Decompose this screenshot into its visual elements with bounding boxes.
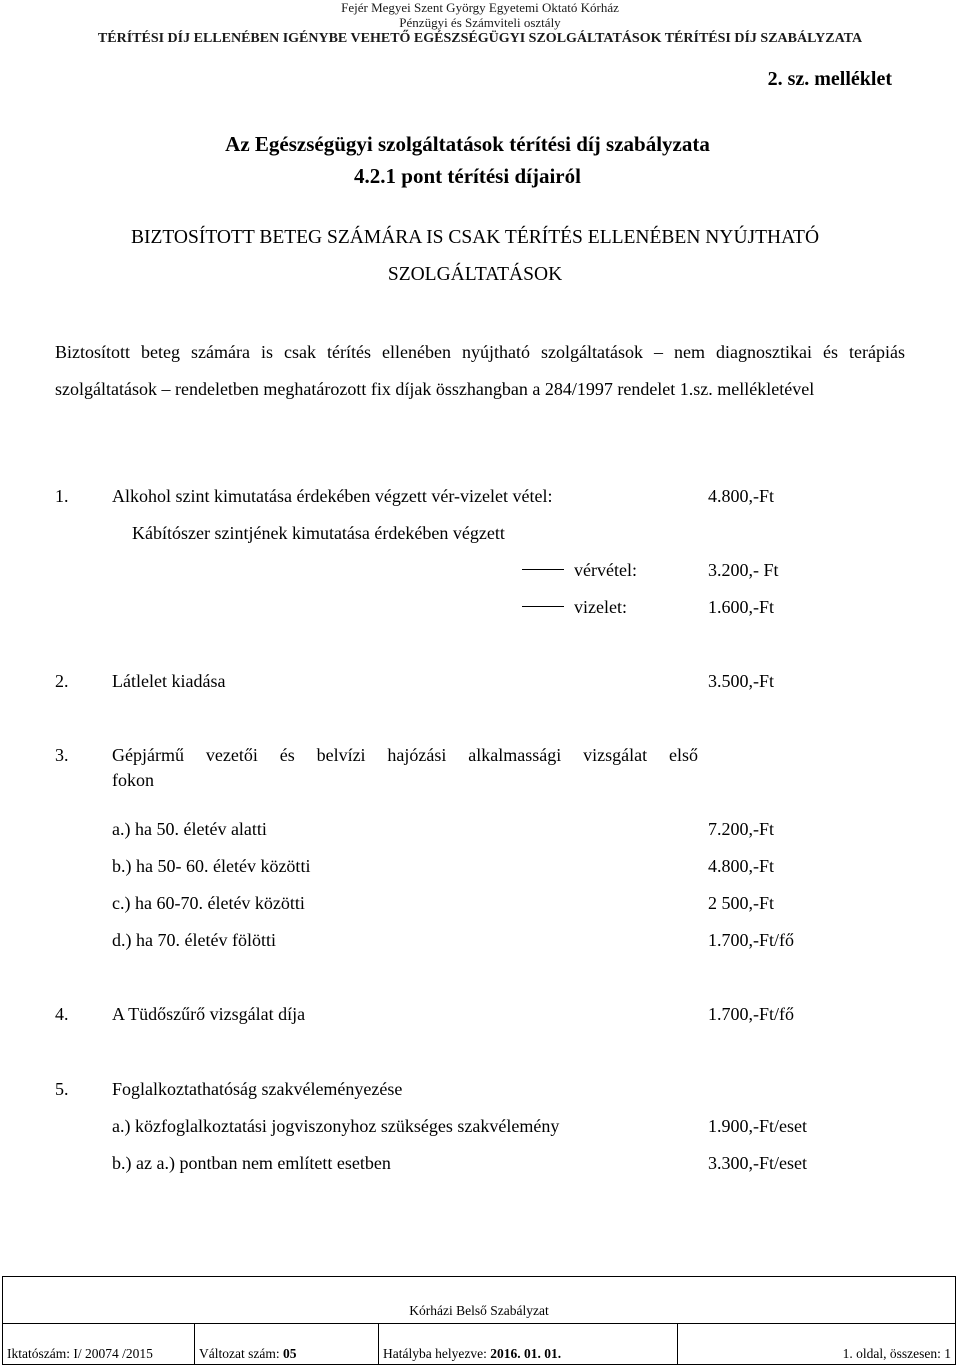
item-number: 2. <box>55 671 69 691</box>
header-department: Pénzügyi és Számviteli osztály <box>399 15 561 30</box>
dash-mark <box>522 569 564 570</box>
header-regulation: TÉRÍTÉSI DÍJ ELLENÉBEN IGÉNYBE VEHETŐ EGÉSZSÉGÜGYI SZOLGÁLTATÁSOK TÉRÍTÉSI DÍJ SZABÁLYZATA <box>97 31 863 46</box>
document-title: Az Egészségügyi szolgáltatások térítési díj szabályzata <box>225 132 710 156</box>
item-label: Látlelet kiadása <box>112 671 226 691</box>
section-heading: BIZTOSÍTOTT BETEG SZÁMÁRA IS CSAK TÉRÍTÉS ELLENÉBEN NYÚJTHATÓ <box>130 227 820 248</box>
sub-item-label: d.) ha 70. életév fölötti <box>112 930 276 950</box>
sub-item-price: 1.600,-Ft <box>708 597 775 617</box>
item-label-line2: fokon <box>112 770 154 790</box>
item-price: 1.700,-Ft/fő <box>708 1004 795 1024</box>
sub-item-price: 1.700,-Ft/fő <box>708 930 795 950</box>
item-price: 3.500,-Ft <box>708 671 775 691</box>
sub-item-label: a.) közfoglalkoztatási jogviszonyhoz szükséges szakvélemény <box>112 1116 560 1136</box>
section-heading-line2: SZOLGÁLTATÁSOK <box>387 264 563 285</box>
header-institution: Fejér Megyei Szent György Egyetemi Oktató Kórház <box>341 0 619 15</box>
footer-version <box>195 1324 379 1365</box>
footer-version-label: Változat szám: <box>199 1346 283 1361</box>
sub-item <box>522 560 637 581</box>
sub-item-price: 7.200,-Ft <box>708 819 775 839</box>
item-number: 3. <box>55 745 69 765</box>
intro-paragraph: Biztosított beteg számára is csak térítés ellenében nyújtható szolgáltatások – nem diagnosztikai és terápiás szolgáltatások – rendeletben meghatározott fix díjak összhangban a 284/1997 rendelet 1.sz. mellékletével <box>55 342 905 399</box>
footer-table <box>2 1276 956 1365</box>
item-label: Alkohol szint kimutatása érdekében végzett vér-vizelet vétel: <box>112 486 553 506</box>
item-number: 5. <box>55 1079 69 1099</box>
footer-effective-date <box>379 1324 678 1365</box>
footer-effective-label: Hatályba helyezve: <box>383 1346 491 1361</box>
footer-effective-value: 2016. 01. 01. <box>490 1346 562 1361</box>
sub-item-price: 4.800,-Ft <box>708 856 775 876</box>
footer-reg-number: Iktatószám: I/ 20074 /2015 <box>3 1324 195 1365</box>
sub-item-price: 1.900,-Ft/eset <box>708 1116 807 1136</box>
sub-item-label: vizelet: <box>574 597 627 617</box>
dash-mark <box>522 606 564 607</box>
sub-item <box>522 597 627 618</box>
sub-item-label: a.) ha 50. életév alatti <box>112 819 267 839</box>
sub-item-label: c.) ha 60-70. életév közötti <box>112 893 305 913</box>
item-label: A Tüdőszűrő vizsgálat díja <box>112 1004 306 1024</box>
sub-item-price: 3.300,-Ft/eset <box>708 1153 807 1173</box>
item-sub-heading: Kábítószer szintjének kimutatása érdekében végzett <box>132 523 505 543</box>
item-label: Foglalkoztathatóság szakvéleményezése <box>112 1079 403 1099</box>
item-number: 1. <box>55 486 69 506</box>
footer-page-number: 1. oldal, összesen: 1 <box>678 1324 956 1365</box>
item-label: Gépjármű vezetői és belvízi hajózási alkalmassági vizsgálat első <box>112 745 698 765</box>
sub-item-label: vérvétel: <box>574 560 637 580</box>
item-price: 4.800,-Ft <box>708 486 775 506</box>
sub-item-label: b.) az a.) pontban nem említett esetben <box>112 1153 391 1173</box>
item-number: 4. <box>55 1004 69 1024</box>
sub-item-price: 2 500,-Ft <box>708 893 775 913</box>
sub-item-label: b.) ha 50- 60. életév közötti <box>112 856 311 876</box>
footer-title: Kórházi Belső Szabályzat <box>3 1277 956 1324</box>
document-title-line2: 4.2.1 pont térítési díjairól <box>354 164 581 188</box>
footer-version-value: 05 <box>282 1346 297 1361</box>
annex-label: 2. sz. melléklet <box>767 68 892 90</box>
sub-item-price: 3.200,- Ft <box>708 560 779 580</box>
